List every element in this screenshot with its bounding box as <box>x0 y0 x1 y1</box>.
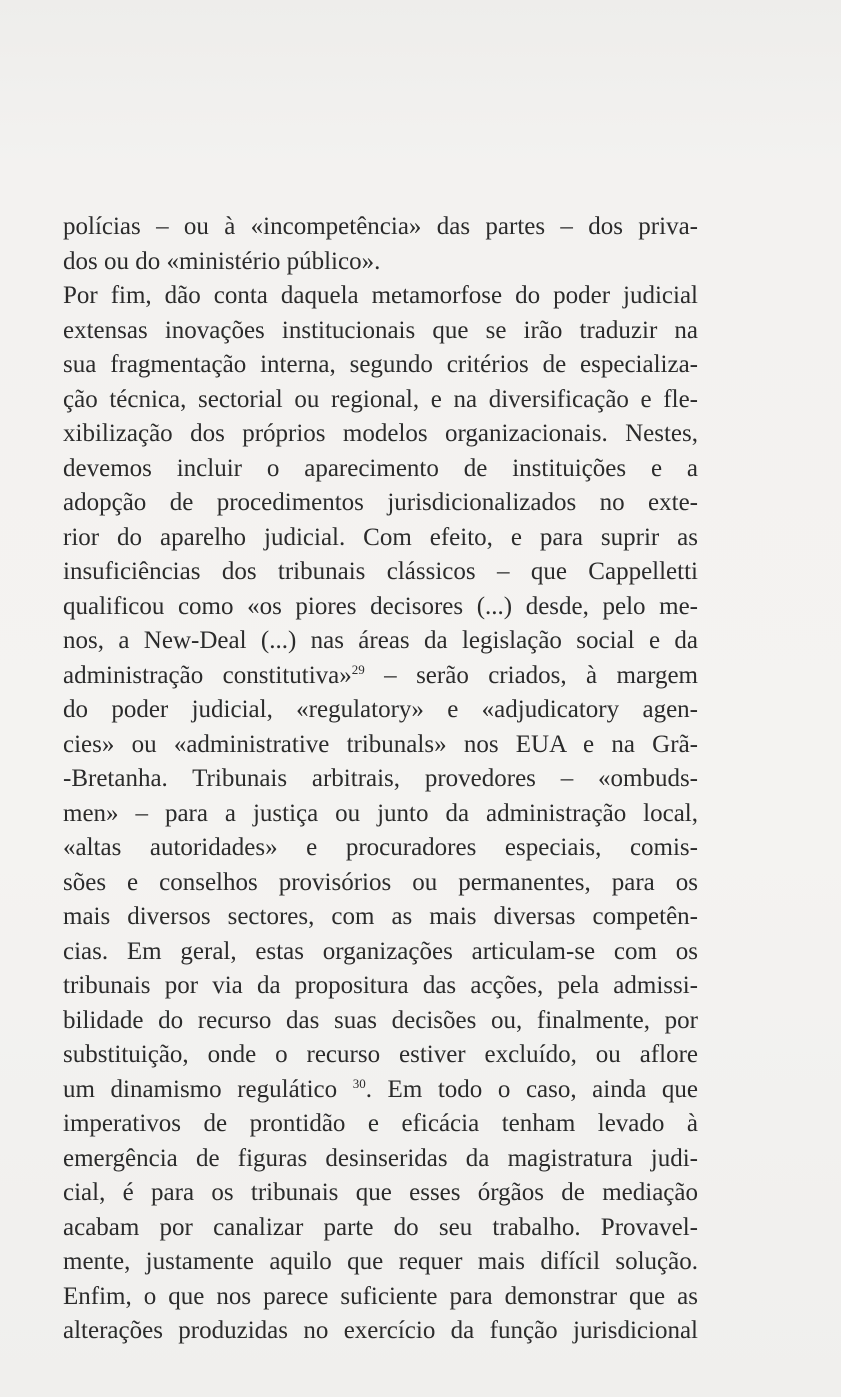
line-text: Por fim, dão conta daquela metamorfose do poder judicial <box>63 282 698 309</box>
text-line <box>63 969 698 1004</box>
text-line <box>63 866 698 901</box>
text-line <box>63 555 698 590</box>
text-line <box>63 452 698 487</box>
text-line <box>63 1211 698 1246</box>
line-text: rior do aparelho judicial. Com efeito, e para suprir as <box>63 523 698 551</box>
text-line <box>63 245 698 280</box>
text-line <box>63 762 698 797</box>
line-text: mente, justamente aquilo que requer mais difícil solução. <box>63 1248 698 1275</box>
line-text: um dinamismo regulático <box>63 1075 353 1103</box>
text-line <box>63 210 698 245</box>
line-text: do poder judicial, «regulatory» e «adjudicatory agen- <box>63 696 698 723</box>
text-line <box>63 1107 698 1142</box>
text-line <box>63 935 698 970</box>
text-line <box>63 1073 698 1108</box>
line-text: cial, é para os tribunais que esses órgãos de mediação <box>63 1179 698 1206</box>
line-text: polícias – ou à «incompetência» das partes – dos priva- <box>63 213 698 240</box>
line-text: -Bretanha. Tribunais arbitrais, provedores – «ombuds- <box>63 765 698 792</box>
line-text: sua fragmentação interna, segundo critérios de especializa- <box>63 351 698 378</box>
text-line <box>63 521 698 556</box>
line-text: acabam por canalizar parte do seu trabalho. Provavel- <box>63 1213 698 1241</box>
line-text: qualificou como «os piores decisores (...) desde, pelo me- <box>63 592 698 620</box>
text-line <box>63 348 698 383</box>
text-line <box>63 1176 698 1211</box>
line-text: adopção de procedimentos jurisdicionalizados no exte- <box>63 489 698 516</box>
text-line <box>63 486 698 521</box>
text-line <box>63 659 698 694</box>
line-text: xibilização dos próprios modelos organizacionais. Nestes, <box>63 420 698 447</box>
text-line <box>63 693 698 728</box>
body-text <box>63 210 698 1349</box>
text-line <box>63 1245 698 1280</box>
text-line <box>63 1280 698 1315</box>
line-text: cies» ou «administrative tribunals» nos EUA e na Grã- <box>63 730 698 758</box>
text-line <box>63 1004 698 1039</box>
line-text: imperativos de prontidão e eficácia tenham levado à <box>63 1110 698 1137</box>
line-text-continued: – serão criados, à margem <box>364 661 699 689</box>
line-text: emergência de figuras desinseridas da magistratura judi- <box>63 1144 698 1172</box>
footnote-marker: 29 <box>351 661 365 677</box>
line-text: tribunais por via da propositura das acções, pela admissi- <box>63 972 698 999</box>
line-text: men» – para a justiça ou junto da administração local, <box>63 799 698 827</box>
footnote-marker: 30 <box>352 1075 366 1091</box>
line-text: bilidade do recurso das suas decisões ou, finalmente, por <box>63 1006 698 1034</box>
line-text: insuficiências dos tribunais clássicos – que Cappelletti <box>63 558 698 585</box>
line-text: alterações produzidas no exercício da função jurisdicional <box>63 1317 698 1344</box>
text-line <box>63 1038 698 1073</box>
line-text: nos, a New-Deal (...) nas áreas da legislação social e da <box>63 627 698 654</box>
text-line <box>63 900 698 935</box>
line-text: ção técnica, sectorial ou regional, e na diversificação e fle- <box>63 385 698 413</box>
text-line <box>63 728 698 763</box>
text-line <box>63 1142 698 1177</box>
text-line <box>63 1314 698 1349</box>
line-text: substituição, onde o recurso estiver excluído, ou aflore <box>63 1041 698 1068</box>
line-text: administração constitutiva» <box>63 661 352 689</box>
text-line <box>63 383 698 418</box>
text-line <box>63 624 698 659</box>
line-text: devemos incluir o aparecimento de instituições e a <box>63 454 698 482</box>
line-text: dos ou do «ministério público». <box>63 247 381 275</box>
line-text-continued: . Em todo o caso, ainda que <box>365 1075 698 1103</box>
text-line <box>63 314 698 349</box>
line-text: mais diversos sectores, com as mais diversas competên- <box>63 903 698 930</box>
line-text: Enfim, o que nos parece suficiente para demonstrar que as <box>63 1282 698 1310</box>
text-line <box>63 417 698 452</box>
text-line <box>63 279 698 314</box>
line-text: cias. Em geral, estas organizações articulam-se com os <box>63 937 698 965</box>
text-line <box>63 590 698 625</box>
line-text: «altas autoridades» e procuradores especiais, comis- <box>63 834 698 861</box>
text-line <box>63 797 698 832</box>
line-text: sões e conselhos provisórios ou permanentes, para os <box>63 868 698 896</box>
text-line <box>63 831 698 866</box>
line-text: extensas inovações institucionais que se irão traduzir na <box>63 316 698 344</box>
